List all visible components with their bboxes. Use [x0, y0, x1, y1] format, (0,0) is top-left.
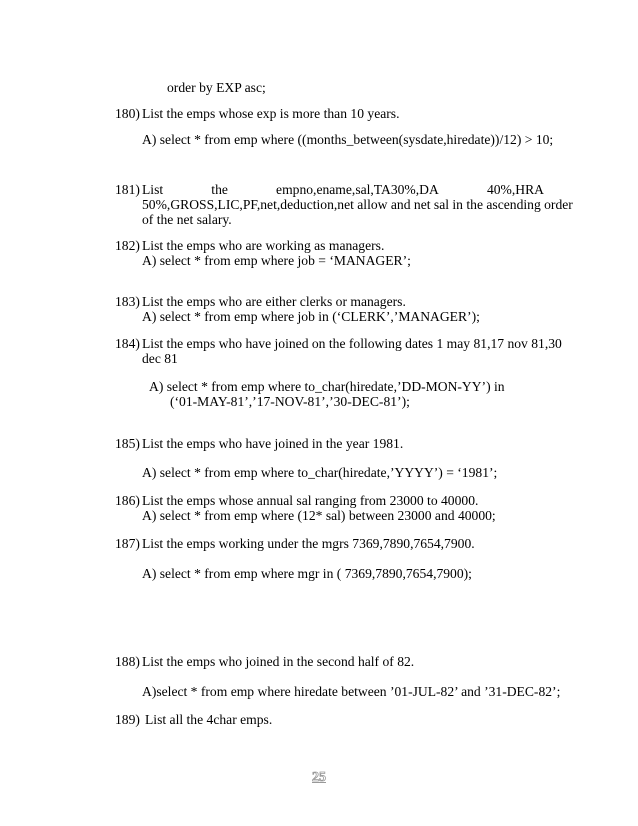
question-181-line3: of the net salary.	[142, 212, 232, 227]
question-184-line2: dec 81	[142, 351, 178, 366]
answer-182: A) select * from emp where job = ‘MANAGER’;	[142, 253, 411, 268]
answer-185: A) select * from emp where to_char(hiredate,’YYYY’) = ‘1981’;	[142, 465, 498, 480]
continued-answer-line: order by EXP asc;	[167, 80, 266, 95]
item-number-184: 184)	[115, 336, 140, 351]
item-number-183: 183)	[115, 294, 140, 309]
item-number-180: 180)	[115, 106, 140, 121]
answer-187: A) select * from emp where mgr in ( 7369,7890,7654,7900);	[142, 566, 472, 581]
question-181-word: the	[211, 182, 228, 197]
item-number-185: 185)	[115, 436, 140, 451]
item-number-186: 186)	[115, 493, 140, 508]
answer-180: A) select * from emp where ((months_between(sysdate,hiredate))/12) > 10;	[142, 132, 554, 147]
item-number-189: 189)	[115, 712, 140, 727]
question-184-line1: List the emps who have joined on the following dates 1 may 81,17 nov 81,30	[142, 336, 562, 351]
question-187: List the emps working under the mgrs 7369,7890,7654,7900.	[142, 536, 475, 551]
question-185: List the emps who have joined in the year 1981.	[142, 436, 404, 451]
question-180: List the emps whose exp is more than 10 years.	[142, 106, 400, 121]
item-number-181: 181)	[115, 182, 140, 197]
answer-188: A)select * from emp where hiredate between ’01-JUL-82’ and ’31-DEC-82’;	[142, 684, 561, 699]
item-number-188: 188)	[115, 654, 140, 669]
question-189: List all the 4char emps.	[145, 712, 273, 727]
question-183: List the emps who are either clerks or managers.	[142, 294, 406, 309]
question-181-word: empno,ename,sal,TA30%,DA	[276, 182, 439, 197]
question-181-word: List	[142, 182, 164, 197]
item-number-182: 182)	[115, 238, 140, 253]
question-181-word: 40%,HRA	[486, 182, 544, 197]
page-number: 25	[312, 770, 326, 785]
item-number-187: 187)	[115, 536, 140, 551]
question-186: List the emps whose annual sal ranging from 23000 to 40000.	[142, 493, 479, 508]
question-182: List the emps who are working as managers.	[142, 238, 385, 253]
answer-184-line1: A) select * from emp where to_char(hiredate,’DD-MON-YY’) in	[149, 379, 505, 394]
question-188: List the emps who joined in the second half of 82.	[142, 654, 415, 669]
answer-184-line2: (‘01-MAY-81’,’17-NOV-81’,’30-DEC-81’);	[170, 394, 410, 409]
answer-183: A) select * from emp where job in (‘CLERK’,’MANAGER’);	[142, 309, 480, 324]
question-181-line2: 50%,GROSS,LIC,PF,net,deduction,net allow and net sal in the ascending order	[142, 197, 573, 212]
answer-186: A) select * from emp where (12* sal) between 23000 and 40000;	[142, 508, 496, 523]
